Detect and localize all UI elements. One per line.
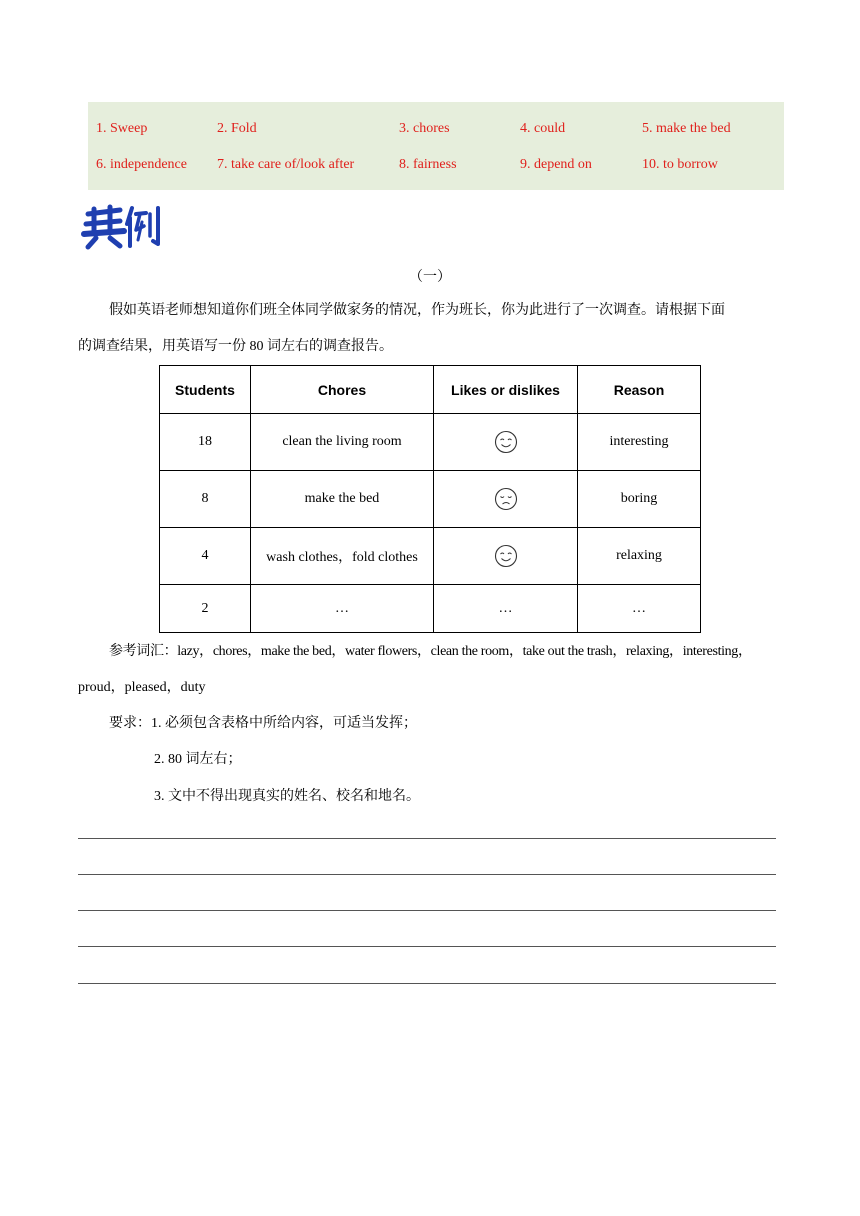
cell-chores: clean the living room [251,414,434,471]
writing-line[interactable] [78,874,776,875]
cell-reason: relaxing [578,528,701,585]
writing-line[interactable] [78,946,776,947]
cell-reason: … [578,585,701,633]
section-number: （一） [409,270,451,285]
writing-line[interactable] [78,838,776,839]
survey-table [159,365,701,633]
answer-2: 2. Fold [217,121,257,136]
answer-4: 4. could [520,121,566,136]
cell-likes [434,528,578,585]
table-row [160,471,701,528]
header-reason: Reason [578,366,701,414]
header-students: Students [160,366,251,414]
cell-students: 4 [160,528,251,585]
cell-students: 18 [160,414,251,471]
table-row [160,528,701,585]
writing-line[interactable] [78,910,776,911]
requirement-3: 3. 文中不得出现真实的姓名、校名和地名。 [154,789,420,804]
answer-6: 6. independence [96,157,187,172]
prompt-line-2: 的调查结果，用英语写一份 80 词左右的调查报告。 [78,339,393,354]
happy-face-icon [494,544,518,568]
answer-7: 7. take care of/look after [217,157,355,172]
answer-5: 5. make the bed [642,121,731,136]
answer-3: 3. chores [399,121,450,136]
cell-chores: … [251,585,434,633]
answer-8: 8. fairness [399,157,457,172]
prompt-line-1: 假如英语老师想知道你们班全体同学做家务的情况，作为班长，你为此进行了一次调查。请根据下面 [109,303,725,318]
requirement-1: 要求：1. 必须包含表格中所给内容，可适当发挥； [109,716,417,731]
cell-reason: interesting [578,414,701,471]
happy-face-icon [494,430,518,454]
table-row [160,414,701,471]
cell-chores: make the bed [251,471,434,528]
answer-key-box [88,102,784,190]
unhappy-face-icon [494,487,518,511]
answer-9: 9. depend on [520,157,592,172]
cell-likes [434,471,578,528]
requirement-2: 2. 80 词左右； [154,752,242,767]
header-likes: Likes or dislikes [434,366,578,414]
writing-line[interactable] [78,983,776,984]
table-header-row [160,366,701,414]
cell-students: 8 [160,471,251,528]
answer-1: 1. Sweep [96,121,148,136]
vocab-line-2: proud，pleased，duty [78,680,206,695]
cell-chores: wash clothes，fold clothes [251,528,434,585]
example-logo [80,200,164,250]
vocab-line-1: 参考词汇：lazy，chores，make the bed，water flowers，clean the room，take out the trash，relaxing，interesting， [109,644,752,659]
cell-reason: boring [578,471,701,528]
answer-10: 10. to borrow [642,157,718,172]
cell-students: 2 [160,585,251,633]
table-row [160,585,701,633]
header-chores: Chores [251,366,434,414]
cell-likes [434,414,578,471]
cell-likes: … [434,585,578,633]
